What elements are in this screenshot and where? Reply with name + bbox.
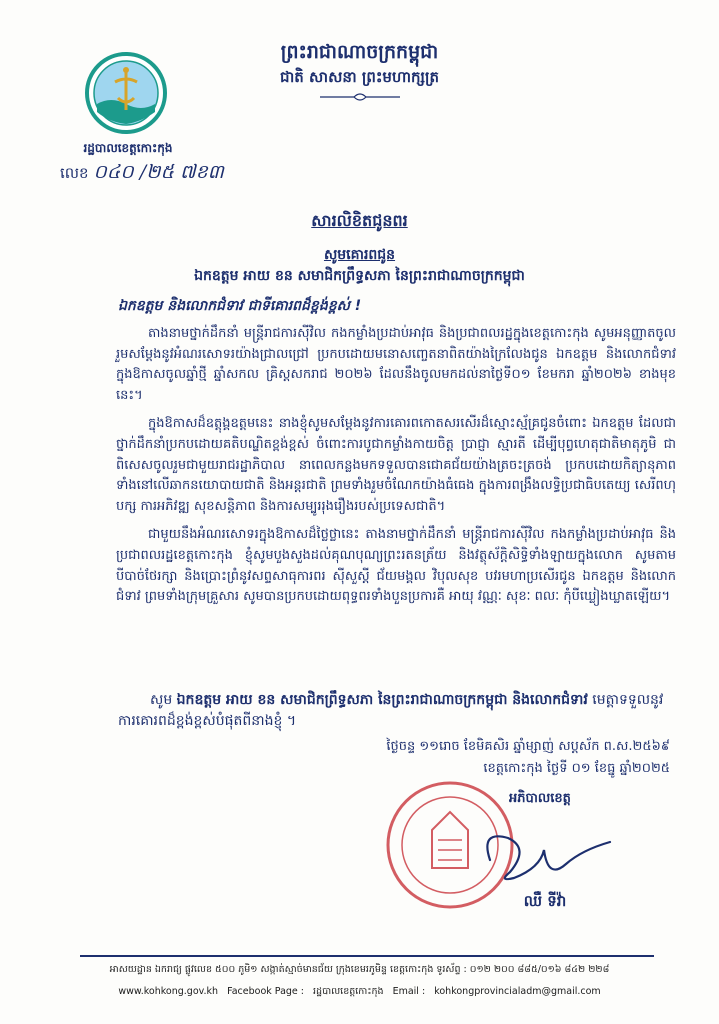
respect-to-line: សូមគោរពជូន	[323, 247, 396, 263]
body-paragraph: ជាមួយនឹងអំណរសោទរក្នុងឱកាសដ៏ថ្លៃថ្លានេះ តាងនាមថ្នាក់ដឹកនាំ មន្ត្រីរាជការស៊ីវិល កងកម្លាំងប្រដាប់អាវុធ និងប្រជាពលរដ្ឋខេត្តកោះកុង ខ្ញុំសូមបួងសួងដល់គុណបុណ្យព្រះរតនត្រ័យ និងវត្ថុស័ក្តិសិទ្ធិទាំងឡាយក្នុងលោក សូមតាមបីបាច់ថែរក្សា និងប្រោះព្រំនូវសព្ទសាធុការពរ ស៊ីសួស្តី ជ័យមង្គល វិបុលសុខ បវរមហាប្រសើរជូន ឯកឧត្តម និងលោកជំទាវ ព្រមទាំងក្រុមគ្រួសារ សូមបានប្រកបដោយពុទ្ធពរទាំងបួនប្រការគឺ អាយុ វណ្ណៈ សុខៈ ពលៈ កុំបីឃ្លៀងឃ្លាតឡើយ។	[116, 527, 676, 605]
ornament-divider-icon	[318, 92, 402, 102]
lunar-date: ថ្ងៃចន្ទ ១១រោច ខែមិគសិរ ឆ្នាំម្សាញ់ សប្តស័ក ព.ស.២៥៦៩	[386, 739, 670, 754]
letter-body	[116, 324, 676, 616]
website-link[interactable]: www.kohkong.gov.kh	[118, 986, 219, 997]
solar-date: ខេត្តកោះកុង ថ្ងៃទី ០១ ខែធ្នូ ឆ្នាំ២០២៥	[483, 761, 670, 776]
signer-name: ឈឺ ទីវ៉ា	[523, 892, 567, 910]
footer-divider	[80, 955, 654, 957]
reference-number	[60, 160, 224, 188]
closing-rest: មេត្តាទទួលនូវការគោរពដ៏ខ្ពង់ខ្ពស់បំផុតពីនាងខ្ញុំ ។	[118, 692, 664, 729]
recipient-line: ឯកឧត្តម អាយ ខន សមាជិកព្រឹទ្ធសភា នៃព្រះរាជាណាចក្រកម្ពុជា	[194, 268, 525, 284]
national-motto: ជាតិ សាសនា ព្រះមហាក្សត្រ	[280, 68, 439, 86]
closing-prefix: សូម	[150, 692, 173, 708]
provincial-seal-icon	[85, 52, 167, 134]
organization-name: រដ្ឋបាលខេត្តកោះកុង	[83, 141, 173, 155]
body-paragraph: តាងនាមថ្នាក់ដឹកនាំ មន្ត្រីរាជការស៊ីវិល កងកម្លាំងប្រដាប់អាវុធ និងប្រជាពលរដ្ឋក្នុងខេត្តកោះកុង សូមអនុញ្ញាតចូលរួមសម្តែងនូវអំណរសោទរយ៉ាងជ្រាលជ្រៅ ប្រកបដោយមនោសញ្ចេតនាពិតយ៉ាងក្រៃលែងជូន ឯកឧត្តម និងលោកជំទាវ ក្នុងឱកាសចូលឆ្នាំថ្មី ឆ្នាំសកល គ្រិស្តសករាជ ២០២៦ ដែលនឹងចូលមកដល់នាថ្ងៃទី០១ ខែមករា ឆ្នាំ២០២៦ ខាងមុខនេះ។	[116, 326, 676, 403]
facebook-label: Facebook Page :	[227, 986, 305, 997]
reference-number-value: ០៤០ /២៥ ៧ខ៣	[93, 161, 224, 183]
email-label: Email :	[392, 986, 426, 997]
email-link[interactable]: kohkongprovincialadm@gmail.com	[434, 986, 601, 997]
kingdom-heading: ព្រះរាជាណាចក្រកម្ពុជា	[280, 41, 439, 63]
salutation-line: ឯកឧត្តម និងលោកជំទាវ ជាទីគោរពដ៏ខ្ពង់ខ្ពស់ !	[118, 298, 362, 314]
footer-contact	[0, 985, 719, 999]
document-title: សារលិខិតជូនពរ	[311, 211, 408, 230]
closing-paragraph	[118, 690, 678, 732]
closing-addressee: ឯកឧត្តម អាយ ខន សមាជិកព្រឹទ្ធសភា នៃព្រះរាជាណាចក្រកម្ពុជា និងលោកជំទាវ	[176, 692, 588, 708]
reference-prefix: លេខ	[60, 164, 89, 182]
body-paragraph: ក្នុងឱកាសដ៏ឧត្តុង្គឧត្តមនេះ នាងខ្ញុំសូមសម្តែងនូវការគោរពកោតសរសើរដ៏ស្មោះស្ម័គ្រជូនចំពោះ ឯកឧត្តម ដែលជាថ្នាក់ដឹកនាំប្រកបដោយគតិបណ្ឌិតខ្ពង់ខ្ពស់ ចំពោះការបូជាកម្លាំងកាយចិត្ត ប្រាជ្ញា ស្មារតី ដើម្បីបុព្វហេតុជាតិមាតុភូមិ ជាពិសេសចូលរួមជាមួយរាជរដ្ឋាភិបាល នាពេលកន្លងមកទទួលបានជោគជ័យយ៉ាងត្រចះត្រចង់ ប្រកបដោយកិត្យានុភាព ទាំងនៅលើឆាកនយោបាយជាតិ និងអន្តរជាតិ ព្រមទាំងរួមចំណែកយ៉ាងធំធេង ក្នុងការពង្រឹងលទ្ធិប្រជាធិបតេយ្យ សេរីពហុបក្ស ការអភិវឌ្ឍ សុខសន្តិភាព និងការសម្បូររុងរឿងរបស់ប្រទេសជាតិ។	[116, 416, 676, 514]
facebook-link[interactable]: រដ្ឋបាលខេត្តកោះកុង	[313, 986, 384, 997]
handwritten-signature-icon	[470, 820, 620, 890]
signer-title: អភិបាលខេត្ត	[509, 791, 571, 806]
footer-address: អាសយដ្ឋាន ឯករាជ្យ ផ្លូវលេខ ៥០០ ភូមិ១ សង្កាត់ស្មាច់មានជ័យ ក្រុងខេមរភូមិន្ទ ខេត្តកោះកុង ទូរស័ព្ទ : ០១២ ២០០ ៨៨៥/០១៦ ៨៤២ ២២៨	[109, 964, 610, 975]
